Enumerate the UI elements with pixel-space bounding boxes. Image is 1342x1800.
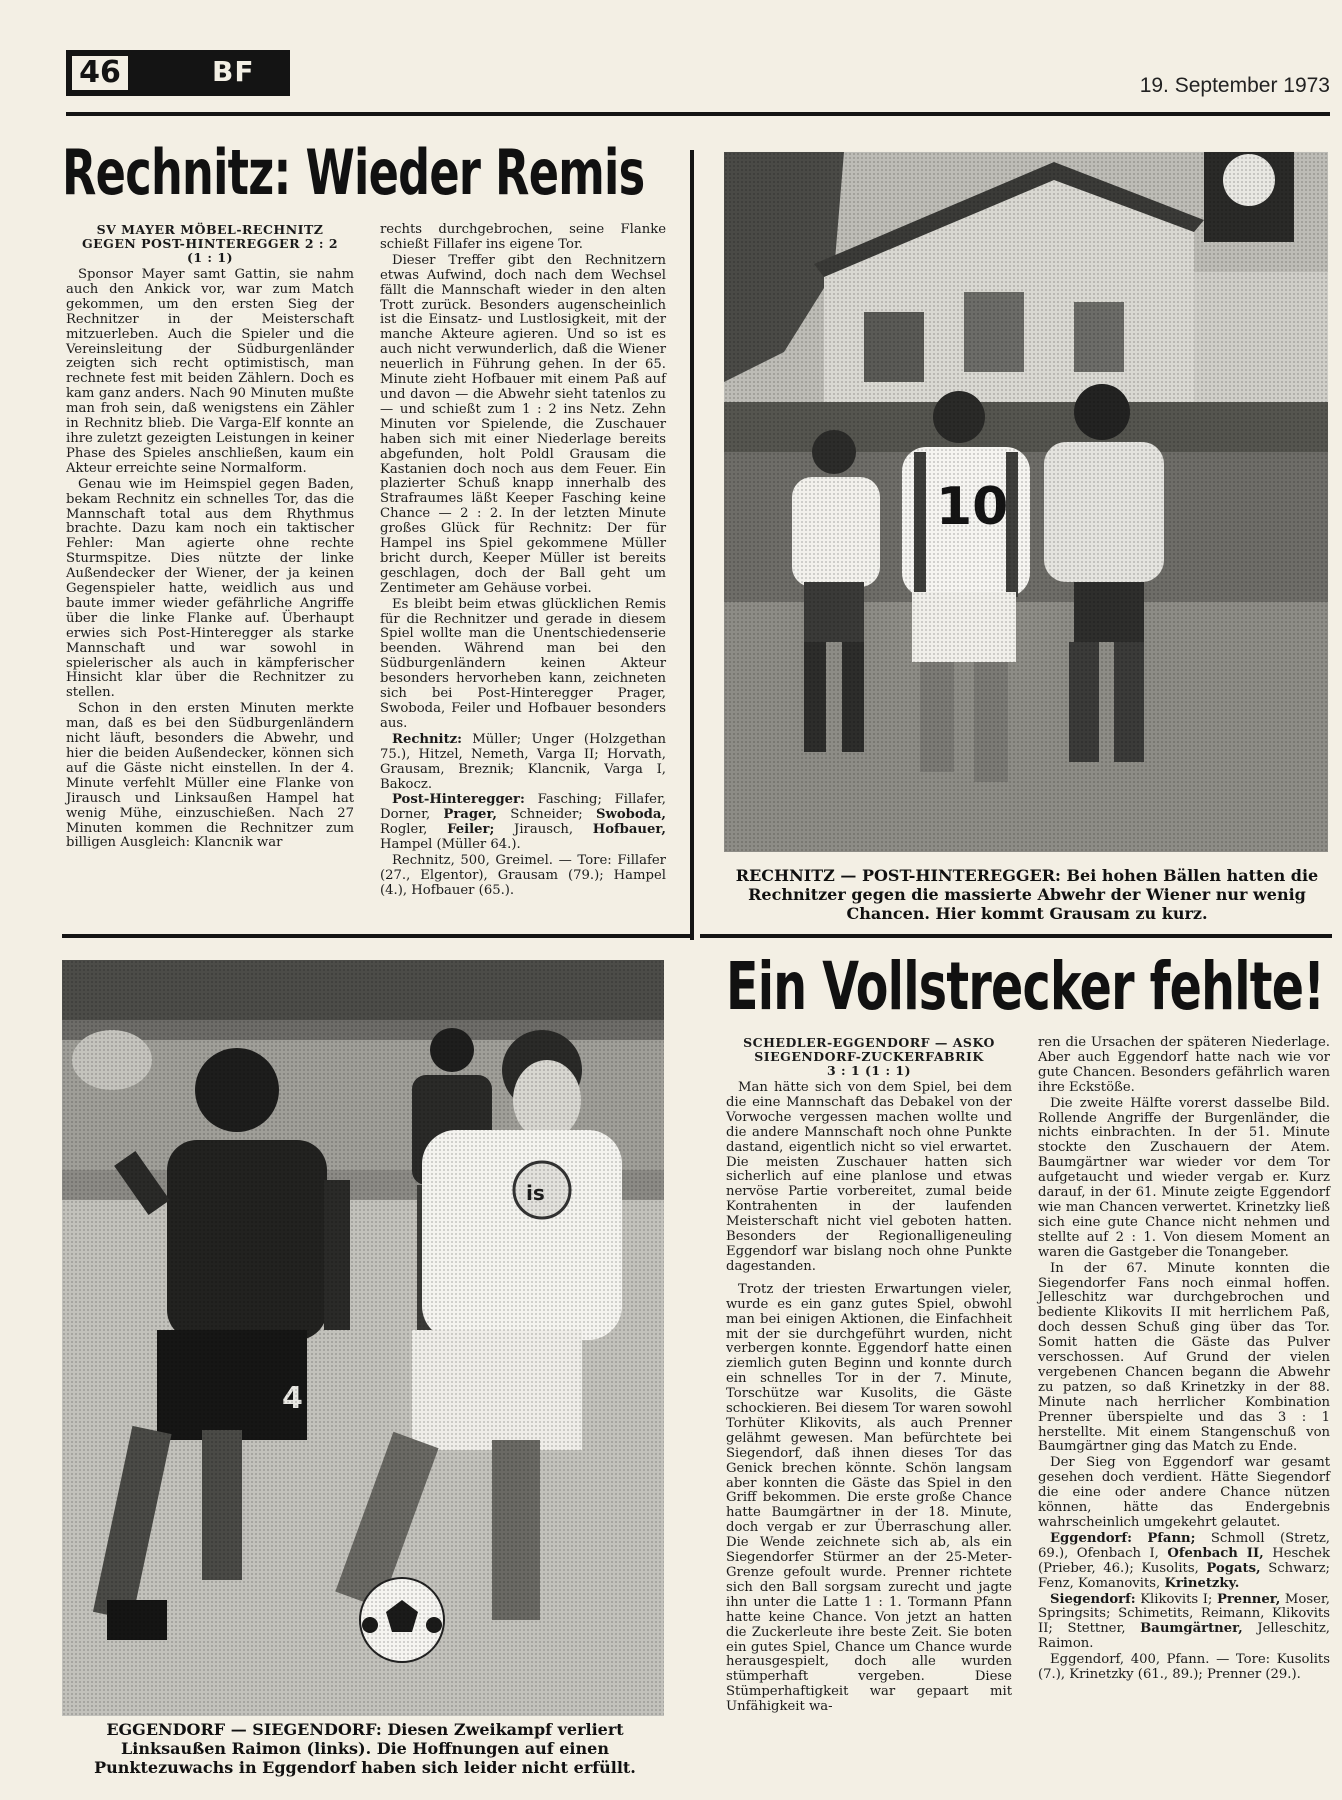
article1-paragraph: Dieser Treffer gibt den Rechnitzern etwas Aufwind, doch nach dem Wechsel fällt die Mannschaft wieder in den alten Trott zurück. Besonders augenscheinlich ist die Einsatz- und Lustlosigkeit, mit der manche Akteure agieren. Und so ist es auch nicht verwunderlich, daß die Wiener neuerlich in Führung gehen. In der 65. Minute zieht Hofbauer mit einem Paß auf und davon — die Abwehr sieht tatenlos zu — und schießt zum 1 : 2 ins Netz. Zehn Minuten vor Spielende, die Zuschauer haben sich mit einer Niederlage bereits abgefunden, holt Poldl Grausam die Kastanien doch noch aus dem Feuer. Ein plazierter Schuß knapp innerhalb des Strafraumes läßt Keeper Fasching keine Chance — 2 : 2. In der letzten Minute großes Glück für Rechnitz: Der für Hampel ins Spiel gekommene Müller bricht durch, Keeper Müller ist bereits geschlagen, doch der Ball geht um Zentimeter am Gehäuse vorbei. — [380, 252, 666, 596]
lineup-player-highlight: Hofbauer, — [592, 822, 666, 838]
lineup-players: Hampel (Müller 64.). — [380, 837, 521, 853]
lineup-players: Jelleschitz, Raimon. — [1038, 1621, 1330, 1652]
lineup-player-highlight: Feiler; — [447, 822, 495, 838]
lineup-team-name: Post-Hinteregger: — [392, 792, 525, 808]
lineup-players: Schneider; — [510, 807, 583, 823]
lineup-player-highlight: Baumgärtner, — [1140, 1621, 1243, 1637]
article2-column-1 — [726, 1036, 1012, 1716]
lineup-team-name: Rechnitz: — [392, 731, 463, 747]
header-rule — [66, 112, 1330, 116]
photo-eggendorf-match — [62, 960, 664, 1716]
article1-kicker-line3: (1 : 1) — [186, 250, 234, 265]
lineup-players: Rogler, — [380, 822, 428, 838]
article2-paragraph: Trotz der triesten Erwartungen vieler, wurde es ein ganz gutes Spiel, obwohl man bei einigen Aktionen, die Einfachheit mit der sie durchgeführt wurden, nicht verbergen konnte. Eggendorf hatte einen ziemlich guten Beginn und konnte durch ein schnelles Tor in der 7. Minute, Torschütze war Kusolits, die Gäste schockieren. Bei diesem Tor waren sowohl Torhüter Klikovits, als auch Prenner gelähmt gewesen. Man befürchtete bei Siegendorf, daß ihnen dieses Tor das Genick brechen könnte. Schön langsam aber konnten die Gäste das Spiel in den Griff bekommen. Die erste große Chance hatte Baumgärtner in der 18. Minute, doch vergab er zur Überraschung aller. Die Wende zeichnete sich ab, als ein Siegendorfer Stürmer an der 25-Meter-Grenze gefoult wurde. Prenner richtete sich den Ball sorgsam zurecht und jagte ihn unter die Latte 1 : 1. Tormann Pfann hatte keine Chance. Von jetzt an hatten die Zuckerleute ihre beste Zeit. Sie boten ein gutes Spiel, Chance um Chance wurde herausgespielt, doch alle wurden stümperhaft vergeben. Diese Stümperhaftigkeit war gepaart mit Unfähigkeit wa- — [726, 1281, 1012, 1715]
article2-paragraph: ren die Ursachen der späteren Niederlage. Aber auch Eggendorf hatte nach wie vor gute Chancen. Besonders gefährlich waren ihre Eckstöße. — [1038, 1035, 1330, 1095]
photo1-caption: RECHNITZ — POST-HINTEREGGER: Bei hohen Bällen hatten die Rechnitzer gegen die massierte Abwehr der Wiener nur wenig Chancen. Hier kommt Grausam zu kurz. — [735, 866, 1319, 923]
article1-result: Rechnitz, 500, Greimel. — Tore: Fillafer (27., Elgentor), Grausam (79.); Hampel (4.), Hofbauer (65.). — [380, 853, 666, 898]
article2-result: Eggendorf, 400, Pfann. — Tore: Kusolits (7.), Krinetzky (61., 89.); Prenner (29.). — [1038, 1652, 1330, 1683]
article2-paragraph: Die zweite Hälfte vorerst dasselbe Bild. Rollende Angriffe der Burgenländer, die nichts einbrachten. In der 51. Minute stockte den Zuschauern der Atem. Baumgärtner war wieder vor dem Tor aufgetaucht und wieder vergab er. Kurz darauf, in der 61. Minute zeigte Eggendorf wie man Chancen verwertet. Krinetzky ließ sich eine gute Chance nicht nehmen und stellte auf 2 : 1. Von diesem Moment an waren die Gastgeber die Tonangeber. — [1038, 1095, 1330, 1260]
lineup-players: Schwarz; Fenz, Komanovits, — [1038, 1560, 1330, 1591]
article2-kicker-line2: SIEGENDORF-ZUCKERFABRIK — [754, 1049, 984, 1064]
article2-paragraph: Man hätte sich von dem Spiel, bei dem die eine Mannschaft das Debakel von der Vorwoche vergessen machen wollte und die andere Mannschaft noch ohne Punkte dastand, eigentlich nicht so viel erwartet. Die meisten Zuschauer hatten sich sicherlich auf eine planlose und etwas nervöse Partie vorbereitet, zumal beide Kontrahenten in der laufenden Meisterschaft nicht viel geboten hatten. Besonders der Regionalligeneuling Eggendorf war bislang noch ohne Punkte dagestanden. — [726, 1080, 1012, 1274]
lineup-player-highlight: Prenner, — [1216, 1591, 1281, 1607]
photo2-caption: EGGENDORF — SIEGENDORF: Diesen Zweikampf verliert Linksaußen Raimon (links). Die Hoffnungen auf einen Punktezuwachs in Eggendorf haben sich leider nicht erfüllt. — [94, 1720, 636, 1777]
article1-paragraph: Schon in den ersten Minuten merkte man, daß es bei den Südburgenländern nicht läuft, besonders die Abwehr, und hier die beiden Außendecker, können sich auf die Gäste nicht einstellen. In der 4. Minute verfehlt Müller eine Flanke von Jirausch und Linksaußen Hampel hat wenig Mühe, einzuschießen. Nach 27 Minuten kommen die Rechnitzer zum billigen Ausgleich: Klancnik war — [66, 701, 354, 851]
lineup-players: Fasching; Fillafer, Dorner, — [380, 792, 666, 823]
lineup-players: Moser, Springsits; Schimetits, Reimann, Klikovits II; Stettner, — [1038, 1591, 1330, 1637]
lineup-players: Jirausch, — [514, 822, 574, 838]
article1-paragraph: Es bleibt beim etwas glücklichen Remis für die Rechnitzer und gerade in diesem Spiel wollte man die Unentschiedenserie beenden. Während man bei den Südburgenländern keinen Akteur besonders hervorheben kann, zeichneten sich bei Post-Hinteregger Prager, Swoboda, Feiler und Hofbauer besonders aus. — [380, 596, 666, 731]
lineup-player-highlight: Ofenbach II, — [1167, 1545, 1264, 1561]
article2-headline: Ein Vollstrecker fehlte! — [726, 948, 1325, 1025]
lineup-player-highlight: Prager, — [443, 807, 498, 823]
left-article-bottom-rule — [62, 934, 692, 938]
lineup-team-name: Eggendorf: — [1050, 1530, 1132, 1546]
lineup-players: Schmoll (Stretz, 69.), Ofenbach I, — [1038, 1530, 1330, 1561]
article1-paragraph: Genau wie im Heimspiel gegen Baden, bekam Rechnitz ein schnelles Tor, das die Mannschaft total aus dem Rhythmus brachte. Dazu kam noch ein taktischer Fehler: Man agierte ohne rechte Sturmspitze. Dies nützte der linke Außendecker der Wiener, der ja keinen Gegenspieler hatte, weidlich aus und baute immer wieder gefährliche Angriffe über die linke Flanke auf. Überhaupt erwies sich Post-Hinteregger als starke Mannschaft und war sowohl in spielerischer als auch in kämpferischer Hinsicht klar über die Rechnitzer zu stellen. — [66, 476, 354, 701]
article2-column-2 — [1038, 1036, 1330, 1684]
article1-paragraph: Sponsor Mayer samt Gattin, sie nahm auch den Ankick vor, war zum Match gekommen, um den ersten Sieg der Rechnitzer in der Meisterschaft mitzuerleben. Auch die Spieler und die Vereinsleitung der Südburgenländer zeigten sich recht optimistisch, man rechnete fest mit beiden Zählern. Doch es kam ganz anders. Nach 90 Minuten mußte man froh sein, daß wenigstens ein Zähler in Rechnitz blieb. Die Varga-Elf konnte an ihre zuletzt gezeigten Leistungen in keiner Phase des Spieles anschließen, kaum ein Akteur erreichte seine Normalform. — [66, 267, 354, 476]
article1-paragraph: rechts durchgebrochen, seine Flanke schießt Fillafer ins eigene Tor. — [380, 222, 666, 252]
page-number-block — [66, 50, 290, 96]
center-column-rule — [690, 150, 694, 940]
article1-lineup-post — [380, 793, 666, 853]
article1-lineup-rechnitz — [380, 733, 666, 793]
lineup-player-highlight: Krinetzky. — [1164, 1575, 1240, 1591]
lineup-players: Klikovits I; — [1140, 1591, 1213, 1607]
lineup-player-highlight: Pogats, — [1206, 1560, 1261, 1576]
lineup-player-highlight: Swoboda, — [595, 807, 666, 823]
article2-kicker-line3: 3 : 1 (1 : 1) — [826, 1063, 912, 1078]
article1-column-2 — [380, 223, 666, 900]
article2-kicker-line1: SCHEDLER-EGGENDORF — ASKO — [743, 1035, 995, 1050]
article1-kicker-line1: SV MAYER MÖBEL-RECHNITZ — [96, 222, 324, 237]
article2-paragraph: Der Sieg von Eggendorf war gesamt gesehen doch verdient. Hätte Siegendorf die eine oder andere Chance nützen können, hätte das Endergebnis wahrscheinlich umgekehrt gelautet. — [1038, 1455, 1330, 1530]
lineup-players: Heschek (Prieber, 46.); Kusolits, — [1038, 1545, 1330, 1576]
right-photo-bottom-rule — [700, 934, 1332, 938]
photo-rechnitz-match — [724, 152, 1328, 852]
lineup-team-name: Siegendorf: — [1050, 1591, 1136, 1607]
paper-id: BF — [212, 55, 255, 88]
lineup-players: Müller; Unger (Holzgethan 75.), Hitzel, Nemeth, Varga II; Horvath, Grausam, Breznik; Klancnik, Varga I, Bakocz. — [380, 731, 666, 792]
page-header — [66, 50, 1330, 118]
page-number: 46 — [70, 54, 130, 92]
photo-rechnitz-image — [724, 152, 1328, 852]
article2-paragraph: In der 67. Minute konnten die Siegendorfer Fans noch einmal hoffen. Jelleschitz war durchgebrochen und bediente Klikovits II mit herrlichem Paß, doch dessen Schuß ging über das Tor. Somit hatten die Gäste das Pulver verschossen. Auf Grund der vielen vergebenen Chancen begann die Abwehr zu patzen, so daß Krinetzky in der 88. Minute nach herrlicher Kombination Prenner überspielte und das 3 : 1 herstellte. Mit einem Stangenschuß von Baumgärtner ging das Match zu Ende. — [1038, 1260, 1330, 1455]
article2-lineup-siegendorf — [1038, 1593, 1330, 1653]
article1-column-1 — [66, 223, 354, 852]
issue-date: 19. September 1973 — [1139, 74, 1330, 97]
article2-kicker — [726, 1036, 1012, 1078]
article1-headline: Rechnitz: Wieder Remis — [62, 136, 645, 209]
photo-eggendorf-image — [62, 960, 664, 1716]
lineup-player-highlight: Pfann; — [1147, 1530, 1196, 1546]
article2-lineup-eggendorf — [1038, 1532, 1330, 1592]
article1-kicker-line2: GEGEN POST-HINTEREGGER 2 : 2 — [81, 236, 339, 251]
article1-kicker — [66, 223, 354, 265]
